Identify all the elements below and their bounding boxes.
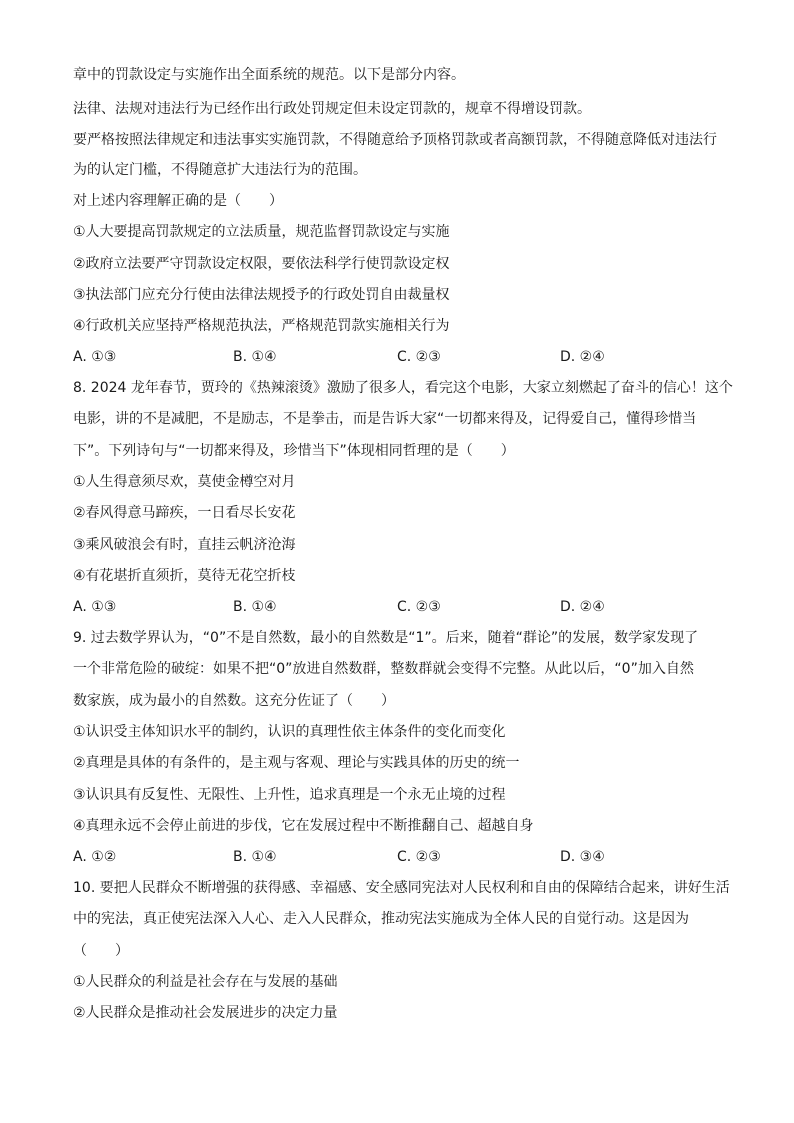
option-b: B. ①④ (233, 349, 277, 365)
intro-line: 章中的罚款设定与实施作出全面系统的规范。以下是部分内容。 (73, 67, 465, 83)
option-d: D. ②④ (560, 599, 605, 615)
q10-line: 10. 要把人民群众不断增强的获得感、幸福感、安全感同宪法对人民权利和自由的保障结合起来，讲好生活 (73, 880, 730, 896)
option-c: C. ②③ (397, 349, 441, 365)
q7-stem: 对上述内容理解正确的是（ ） (73, 193, 283, 209)
q10-statement: ①人民群众的利益是社会存在与发展的基础 (73, 974, 338, 990)
intro-line: 要严格按照法律规定和违法事实实施罚款，不得随意给予顶格罚款或者高额罚款，不得随意降低对违法行 (73, 132, 717, 148)
q7-options (73, 347, 733, 367)
q9-line: 数家族，成为最小的自然数。这充分佐证了（ ） (73, 693, 395, 709)
option-a: A. ①② (73, 849, 117, 865)
q10-statement: ②人民群众是推动社会发展进步的决定力量 (73, 1005, 338, 1021)
q9-statement: ①认识受主体知识水平的制约，认识的真理性依主体条件的变化而变化 (73, 724, 506, 740)
q10-line: 中的宪法，真正使宪法深入人心、走入人民群众，推动宪法实施成为全体人民的自觉行动。这是因为 (73, 911, 689, 927)
q9-options (73, 847, 733, 867)
option-d: D. ②④ (560, 349, 605, 365)
intro-line: 法律、法规对违法行为已经作出行政处罚规定但未设定罚款的，规章不得增设罚款。 (73, 101, 591, 117)
q9-statement: ③认识具有反复性、无限性、上升性，追求真理是一个永无止境的过程 (73, 787, 506, 803)
q8-line: 8. 2024 龙年春节，贾玲的《热辣滚烫》激励了很多人，看完这个电影，大家立刻燃起了奋斗的信心！这个 (73, 380, 733, 396)
q9-line: 9. 过去数学界认为，“0”不是自然数，最小的自然数是“1”。后来，随着“群论”的发展，数学家发现了 (73, 630, 699, 646)
q7-statement: ①人大要提高罚款规定的立法质量，规范监督罚款设定与实施 (73, 224, 450, 240)
q8-statement: ①人生得意须尽欢，莫使金樽空对月 (73, 474, 296, 490)
q9-statement: ②真理是具体的有条件的，是主观与客观、理论与实践具体的历史的统一 (73, 755, 520, 771)
q8-line: 电影，讲的不是减肥，不是励志，不是拳击，而是告诉大家“一切都来得及，记得爱自己，懂得珍惜当 (73, 411, 697, 427)
q8-line: 下”。下列诗句与“一切都来得及，珍惜当下”体现相同哲理的是（ ） (73, 443, 515, 459)
q8-options (73, 597, 733, 617)
intro-line: 为的认定门槛，不得随意扩大违法行为的范围。 (73, 162, 367, 178)
option-a: A. ①③ (73, 599, 117, 615)
q8-statement: ③乘风破浪会有时，直挂云帆济沧海 (73, 537, 296, 553)
option-a: A. ①③ (73, 349, 117, 365)
option-b: B. ①④ (233, 599, 277, 615)
q8-statement: ④有花堪折直须折，莫待无花空折枝 (73, 568, 296, 584)
q7-statement: ④行政机关应坚持严格规范执法，严格规范罚款实施相关行为 (73, 318, 450, 334)
option-d: D. ③④ (560, 849, 605, 865)
q9-line: 一个非常危险的破绽：如果不把“0”放进自然数群，整数群就会变得不完整。从此以后，“0”加入自然 (73, 661, 694, 677)
q7-statement: ③执法部门应充分行使由法律法规授予的行政处罚自由裁量权 (73, 287, 450, 303)
option-c: C. ②③ (397, 599, 441, 615)
q7-statement: ②政府立法要严守罚款设定权限，要依法科学行使罚款设定权 (73, 256, 450, 272)
q8-statement: ②春风得意马蹄疾，一日看尽长安花 (73, 505, 296, 521)
q10-line: （ ） (73, 943, 129, 959)
q9-statement: ④真理永远不会停止前进的步伐，它在发展过程中不断推翻自己、超越自身 (73, 818, 534, 834)
option-b: B. ①④ (233, 849, 277, 865)
option-c: C. ②③ (397, 849, 441, 865)
